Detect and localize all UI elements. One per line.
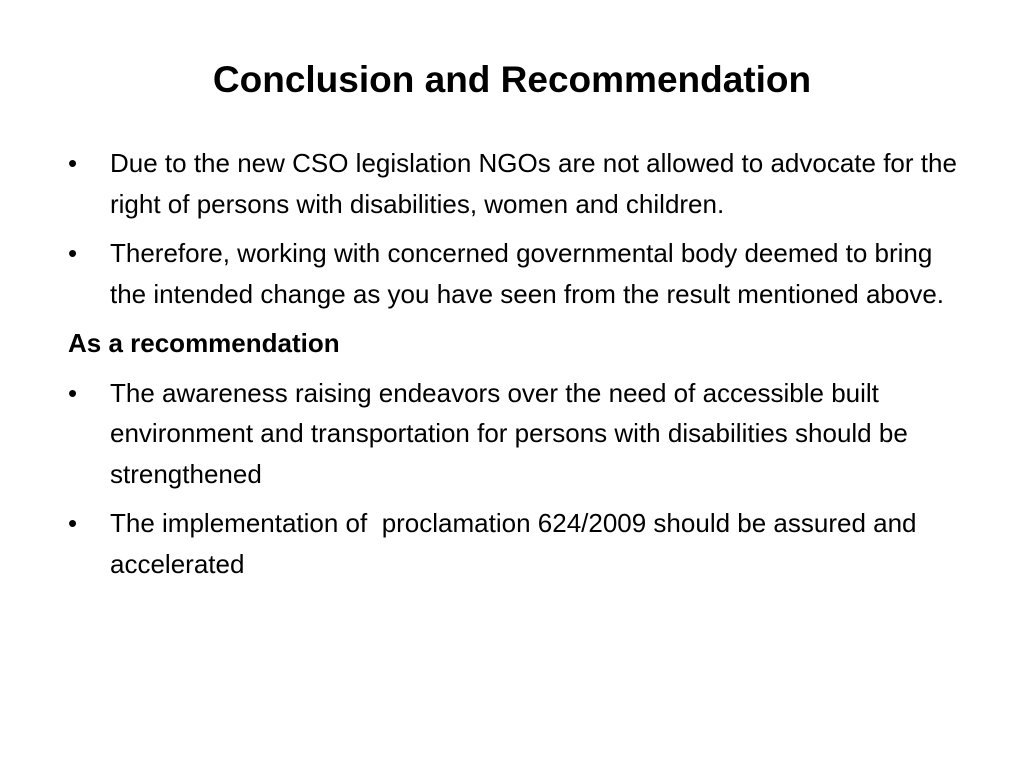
- recommendation-bullet-item: [68, 503, 968, 584]
- bullet-icon: •: [68, 508, 78, 538]
- conclusion-item-text: Due to the new CSO legislation NGOs are not allowed to advocate for the right of persons with disabilities, women and children.: [110, 148, 957, 219]
- bullet-icon: •: [68, 148, 78, 178]
- conclusion-item-text: Therefore, working with concerned governmental body deemed to bring the intended change as you have seen from the result mentioned above.: [110, 238, 945, 309]
- bullet-icon: •: [68, 377, 78, 408]
- conclusion-bullet-item: [68, 143, 968, 224]
- slide-body: [68, 143, 968, 593]
- conclusion-bullet-item: [68, 233, 968, 314]
- recommendation-item-text: The awareness raising endeavors over the need of accessible built environment and transportation for persons with disabilities should be strengthened: [110, 377, 908, 489]
- slide-title: Conclusion and Recommendation: [212, 59, 812, 100]
- recommendation-heading: As a recommendation: [68, 328, 340, 358]
- recommendation-item-text: The implementation of proclamation 624/2009 should be assured and accelerated: [110, 508, 931, 579]
- recommendation-bullet-item: [68, 373, 968, 495]
- bullet-icon: •: [68, 238, 78, 268]
